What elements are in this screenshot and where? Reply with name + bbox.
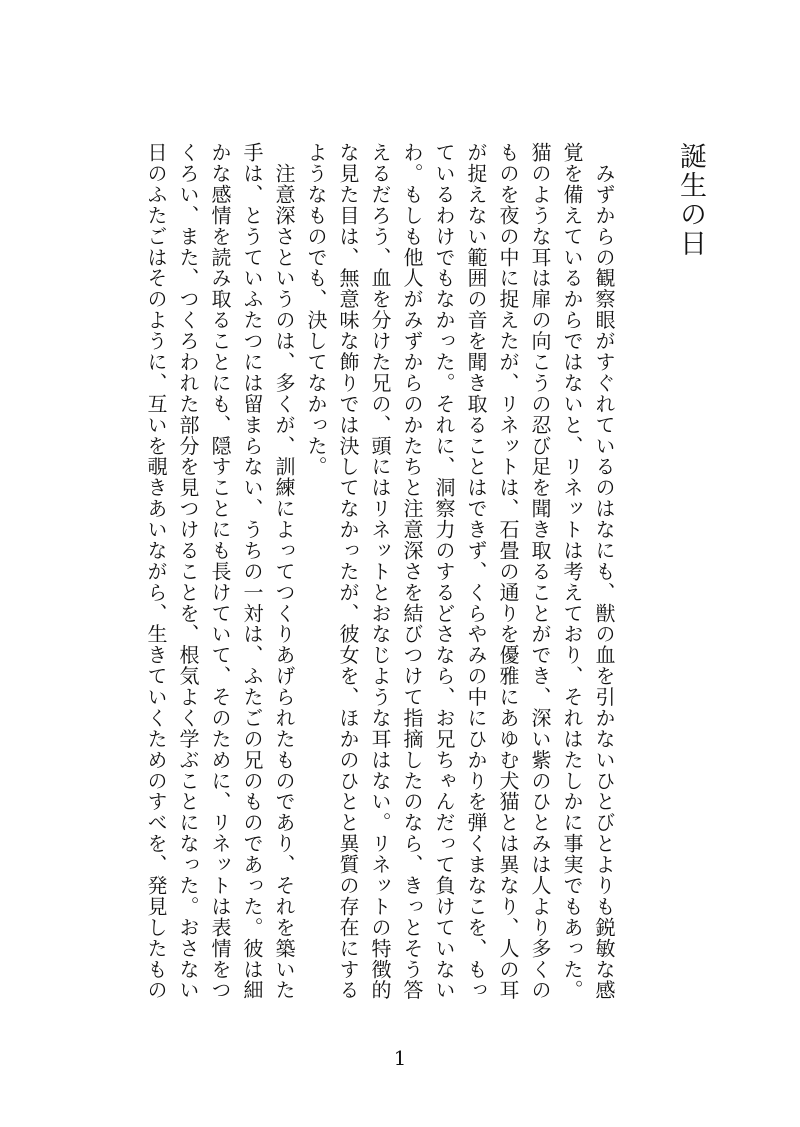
text-line: 覚を備えているからではないと、リネットは考えており、それはたしかに事実でもあった。 — [560, 142, 584, 1001]
text-line: ものを夜の中に捉えたが、リネットは、石畳の通りを優雅にあゆむ犬猫とは異なり、人の耳 — [496, 142, 520, 1001]
chapter-title: 誕生の日 — [675, 142, 706, 258]
text-line: ようなものでも、決してなかった。 — [304, 142, 328, 478]
page-number: 1 — [393, 1046, 407, 1070]
text-line: わ。もしも他人がみずからのかたちと注意深さを結びつけて指摘したのなら、きっとそう答 — [400, 142, 424, 1001]
text-line: 猫のような耳は扉の向こうの忍び足を聞き取ることができ、深い紫のひとみは人より多くの — [528, 142, 552, 1001]
body-text — [140, 142, 620, 1042]
text-line: 日のふたごはそのように、互いを覗きあいながら、生きていくためのすべを、発見したもの — [144, 142, 168, 1001]
text-line: 手は、とうていふたつには留まらない、うちの一対は、ふたごの兄のものであった。彼は細 — [240, 142, 264, 1001]
text-line: 注意深さというのは、多くが、訓練によってつくりあげられたものであり、それを築いた — [272, 142, 296, 1001]
text-line: みずからの観察眼がすぐれているのはなにも、獣の血を引かないひとびとよりも鋭敏な感 — [592, 142, 616, 1001]
text-line: が捉えない範囲の音を聞き取ることはできず、くらやみの中にひかりを弾くまなこを、もっ — [464, 142, 488, 1001]
text-line: な見た目は、無意味な飾りでは決してなかったが、彼女を、ほかのひとと異質の存在にする — [336, 142, 360, 1001]
text-line: くろい、また、つくろわれた部分を見つけることを、根気よく学ぶことになった。おさない — [176, 142, 200, 1001]
text-line: ているわけでもなかった。それに、洞察力のするどさなら、お兄ちゃんだって負けていない — [432, 142, 456, 1001]
text-line: えるだろう、血を分けた兄の、頭にはリネットとおなじような耳はない。リネットの特徴的 — [368, 142, 392, 1001]
text-line: かな感情を読み取ることにも、隠すことにも長けていて、そのために、リネットは表情をつ — [208, 142, 232, 1001]
